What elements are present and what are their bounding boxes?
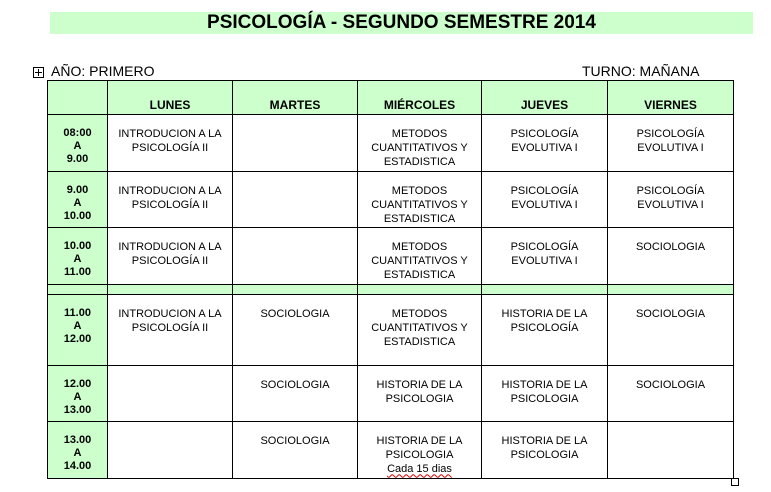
class-cell: SOCIOLOGIA — [233, 422, 358, 479]
header-row — [48, 81, 734, 115]
class-cell — [108, 365, 233, 422]
time-slot: 12.00 A 13.00 — [48, 365, 108, 422]
day-header: LUNES — [108, 81, 233, 115]
day-header: JUEVES — [482, 81, 608, 115]
schedule-table — [47, 80, 734, 479]
class-cell — [608, 422, 734, 479]
page-title: PSICOLOGÍA - SEGUNDO SEMESTRE 2014 — [50, 12, 753, 34]
class-cell: SOCIOLOGIA — [608, 228, 734, 285]
class-cell: PSICOLOGÍA EVOLUTIVA I — [608, 115, 734, 172]
class-cell: PSICOLOGÍA EVOLUTIVA I — [482, 171, 608, 228]
note-text: Cada 15 dias — [387, 463, 452, 476]
shift-label: TURNO: MAÑANA — [582, 63, 700, 79]
expand-toggle-icon[interactable] — [33, 67, 44, 78]
class-cell: HISTORIA DE LA PSICOLOGIA — [482, 365, 608, 422]
class-cell: INTRODUCION A LA PSICOLOGÍA II — [108, 295, 233, 366]
table-row — [48, 365, 734, 422]
class-cell: SOCIOLOGIA — [233, 365, 358, 422]
day-header: MIÉRCOLES — [358, 81, 482, 115]
class-cell: METODOS CUANTITATIVOS Y ESTADISTICA — [358, 295, 482, 366]
class-cell: HISTORIA DE LA PSICOLOGIA — [482, 422, 608, 479]
class-cell: METODOS CUANTITATIVOS Y ESTADISTICA — [358, 228, 482, 285]
table-row — [48, 171, 734, 228]
class-cell: PSICOLOGÍA EVOLUTIVA I — [482, 115, 608, 172]
class-cell: SOCIOLOGIA — [608, 365, 734, 422]
time-slot: 08:00 A 9.00 — [48, 115, 108, 172]
break-row — [48, 285, 734, 295]
time-slot: 9.00 A 10.00 — [48, 171, 108, 228]
table-row — [48, 422, 734, 479]
class-cell — [108, 422, 233, 479]
class-cell: INTRODUCION A LA PSICOLOGÍA II — [108, 115, 233, 172]
time-slot: 10.00 A 11.00 — [48, 228, 108, 285]
class-cell: SOCIOLOGIA — [233, 295, 358, 366]
class-cell: PSICOLOGÍA EVOLUTIVA I — [608, 171, 734, 228]
class-cell: METODOS CUANTITATIVOS Y ESTADISTICA — [358, 171, 482, 228]
day-header: VIERNES — [608, 81, 734, 115]
class-cell: HISTORIA DE LA PSICOLOGIA Cada 15 dias — [358, 422, 482, 479]
day-header: MARTES — [233, 81, 358, 115]
class-cell: INTRODUCION A LA PSICOLOGÍA II — [108, 228, 233, 285]
class-cell: SOCIOLOGIA — [608, 295, 734, 366]
class-cell: HISTORIA DE LA PSICOLOGIA — [358, 365, 482, 422]
class-cell: METODOS CUANTITATIVOS Y ESTADISTICA — [358, 115, 482, 172]
year-label: AÑO: PRIMERO — [51, 63, 155, 79]
time-slot: 11.00 A 12.00 — [48, 295, 108, 366]
class-cell: INTRODUCION A LA PSICOLOGÍA II — [108, 171, 233, 228]
corner-cell — [48, 81, 108, 115]
table-row — [48, 295, 734, 366]
class-cell — [233, 115, 358, 172]
table-row — [48, 228, 734, 285]
table-row — [48, 115, 734, 172]
class-cell — [233, 228, 358, 285]
time-slot: 13.00 A 14.00 — [48, 422, 108, 479]
class-cell — [233, 171, 358, 228]
class-cell: PSICOLOGÍA EVOLUTIVA I — [482, 228, 608, 285]
resize-handle[interactable] — [731, 478, 739, 486]
class-cell: HISTORIA DE LA PSICOLOGÍA — [482, 295, 608, 366]
